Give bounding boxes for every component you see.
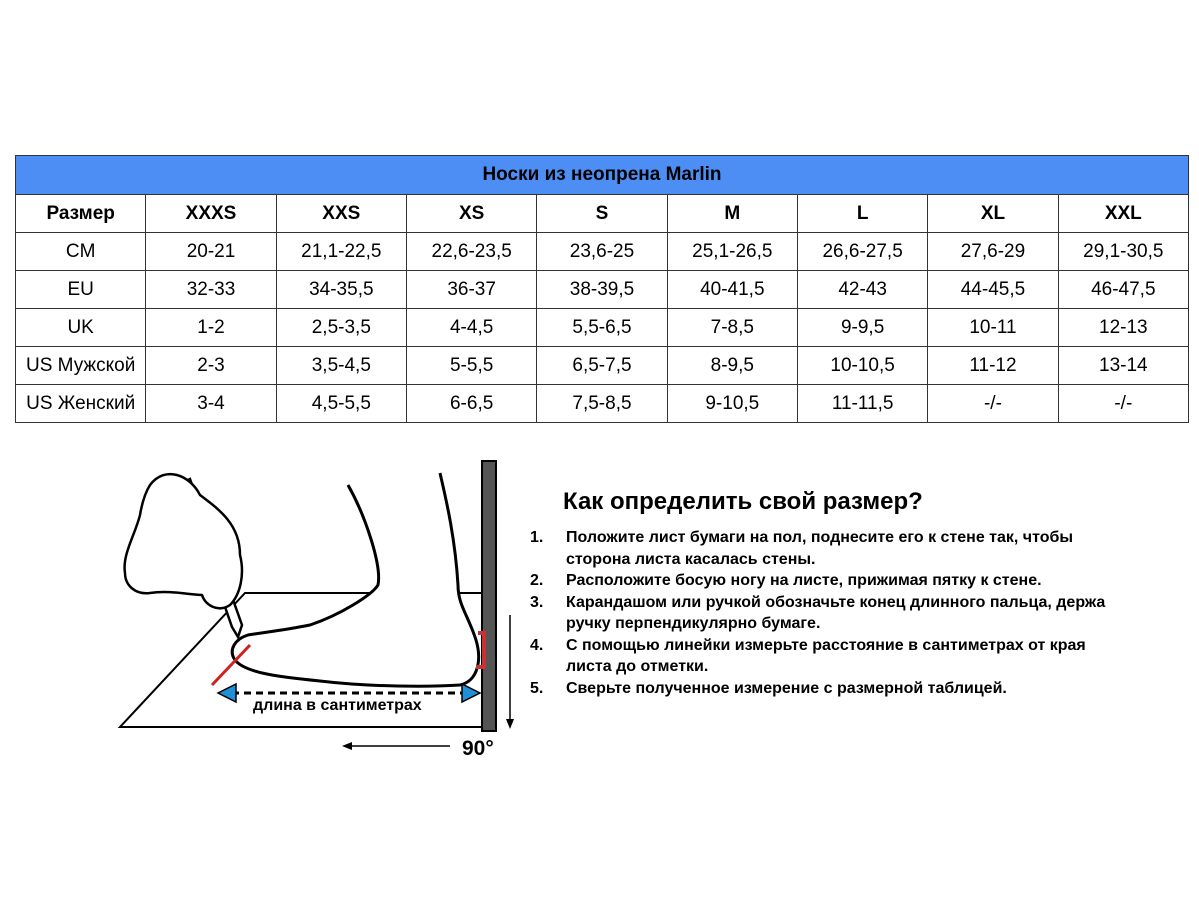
table-cell: 13-14 [1058,347,1188,385]
table-cell: 29,1-30,5 [1058,233,1188,271]
step-text: Положите лист бумаги на пол, поднесите его к стене так, чтобы сторона листа касалась стены. [566,529,1074,568]
table-cell: 21,1-22,5 [276,233,406,271]
table-cell: 6,5-7,5 [537,347,667,385]
size-header: L [797,195,927,233]
table-cell: 7,5-8,5 [537,385,667,423]
table-cell: -/- [928,385,1058,423]
table-header-row [16,195,1189,233]
table-cell: 4-4,5 [406,309,536,347]
table-cell: -/- [1058,385,1188,423]
table-cell: 2,5-3,5 [276,309,406,347]
row-label: EU [16,271,146,309]
step-text: С помощью линейки измерьте расстояние в сантиметрах от края листа до отметки. [566,636,1086,675]
table-cell: 11-12 [928,347,1058,385]
table-cell: 40-41,5 [667,271,797,309]
list-item [530,592,1130,635]
table-cell: 46-47,5 [1058,271,1188,309]
size-table [15,155,1189,423]
size-header: XXL [1058,195,1188,233]
table-cell: 3,5-4,5 [276,347,406,385]
list-item [530,527,1130,570]
table-row [16,233,1189,271]
table-cell: 36-37 [406,271,536,309]
table-cell: 2-3 [146,347,276,385]
table-cell: 3-4 [146,385,276,423]
table-row [16,347,1189,385]
table-row [16,385,1189,423]
row-label: CM [16,233,146,271]
size-header: XS [406,195,536,233]
step-number: 1. [530,529,544,546]
step-number: 2. [530,572,544,589]
arrow-left-small-icon [342,742,352,750]
table-cell: 12-13 [1058,309,1188,347]
header-label: Размер [16,195,146,233]
table-cell: 9-9,5 [797,309,927,347]
table-cell: 1-2 [146,309,276,347]
table-row [16,271,1189,309]
row-label: US Женский [16,385,146,423]
table-cell: 20-21 [146,233,276,271]
table-cell: 23,6-25 [537,233,667,271]
size-header: XXS [276,195,406,233]
step-text: Расположите босую ногу на листе, прижимая пятку к стене. [566,572,1042,589]
list-item [530,570,1130,592]
howto-steps [530,527,1130,699]
size-header: XL [928,195,1058,233]
table-cell: 22,6-23,5 [406,233,536,271]
table-cell: 8-9,5 [667,347,797,385]
size-header: XXXS [146,195,276,233]
table-cell: 34-35,5 [276,271,406,309]
table-cell: 44-45,5 [928,271,1058,309]
foot-measurement-illustration [110,455,530,765]
table-cell: 5,5-6,5 [537,309,667,347]
row-label: UK [16,309,146,347]
leg-outline [232,473,478,686]
step-text: Карандашом или ручкой обозначьте конец длинного пальца, держа ручку перпендикулярно бумаге. [566,593,1106,632]
table-cell: 38-39,5 [537,271,667,309]
arrow-down-icon [506,719,514,729]
table-title: Носки из неопрена Marlin [16,156,1189,195]
hand-outline [125,474,242,608]
table-cell: 4,5-5,5 [276,385,406,423]
table-cell: 32-33 [146,271,276,309]
row-label: US Мужской [16,347,146,385]
length-label: длина в сантиметрах [253,697,422,714]
table-title-row [16,156,1189,195]
howto-title: Как определить свой размер? [563,488,923,515]
table-cell: 26,6-27,5 [797,233,927,271]
step-number: 5. [530,679,544,697]
step-number: 4. [530,636,544,654]
list-item [530,635,1130,678]
step-number: 3. [530,593,544,611]
angle-label: 90° [462,737,494,760]
table-cell: 6-6,5 [406,385,536,423]
table-row [16,309,1189,347]
size-header: M [667,195,797,233]
table-cell: 7-8,5 [667,309,797,347]
table-cell: 9-10,5 [667,385,797,423]
table-cell: 25,1-26,5 [667,233,797,271]
wall [482,461,496,731]
size-header: S [537,195,667,233]
table-cell: 5-5,5 [406,347,536,385]
table-cell: 11-11,5 [797,385,927,423]
list-item [530,678,1130,700]
table-cell: 27,6-29 [928,233,1058,271]
table-cell: 10-11 [928,309,1058,347]
table-cell: 10-10,5 [797,347,927,385]
table-cell: 42-43 [797,271,927,309]
step-text: Сверьте полученное измерение с размерной таблицей. [566,679,1007,697]
